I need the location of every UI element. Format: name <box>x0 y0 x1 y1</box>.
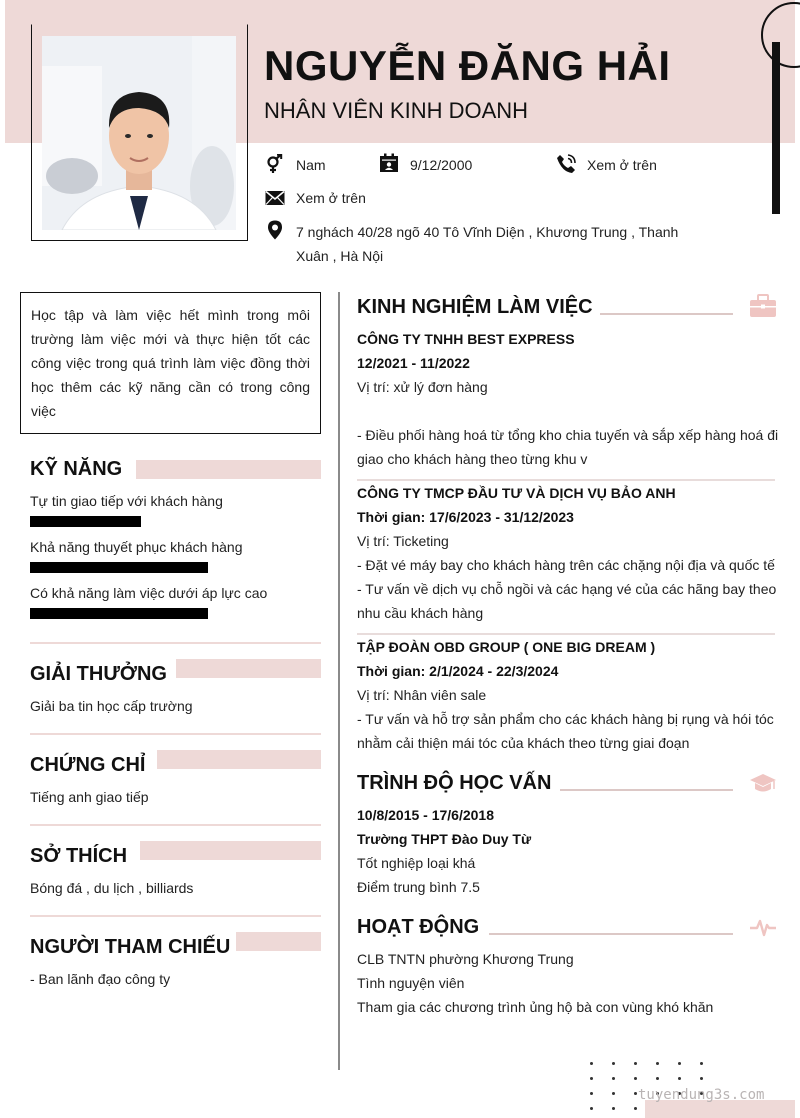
section-divider <box>30 824 321 826</box>
skill-label: Khả năng thuyết phục khách hàng <box>30 539 243 555</box>
decorative-dot <box>590 1077 593 1080</box>
job-description: - Điều phối hàng hoá từ tổng kho chia tuyến và sắp xếp hàng hoá đi <box>357 427 779 443</box>
decorative-dot <box>700 1077 703 1080</box>
section-divider <box>30 915 321 917</box>
skill-label: Có khả năng làm việc dưới áp lực cao <box>30 585 268 601</box>
activities-title: HOẠT ĐỘNG <box>357 916 480 938</box>
hobbies-title: SỞ THÍCH <box>30 845 128 867</box>
candidate-name: NGUYỄN ĐĂNG HẢI <box>264 42 671 89</box>
job-title: NHÂN VIÊN KINH DOANH <box>264 98 529 123</box>
decorative-dot <box>678 1077 681 1080</box>
column-divider <box>338 292 340 1070</box>
career-objective: Học tập và làm việc hết mình trong môi trường làm việc mới và thực hiện tốt các công việc trong quá trình làm việc đồng thời học thêm các kỹ năng cần có trong công việc <box>20 292 321 434</box>
skill-level-bar <box>30 516 141 527</box>
section-divider <box>30 733 321 735</box>
education-result: Tốt nghiệp loại khá <box>357 855 476 871</box>
education-period: 10/8/2015 - 17/6/2018 <box>357 807 495 823</box>
job-description: nhằm cải thiện mái tóc của khách theo từng giai đoạn <box>357 735 690 751</box>
decorative-dot <box>700 1062 703 1065</box>
job-period: Thời gian: 2/1/2024 - 22/3/2024 <box>357 663 559 679</box>
experience-title-line <box>600 313 733 315</box>
decorative-dot <box>656 1062 659 1065</box>
job-description: - Đặt vé máy bay cho khách hàng trên các chặng nội địa và quốc tế <box>357 557 775 573</box>
address <box>296 220 696 268</box>
briefcase-icon <box>749 294 777 318</box>
skill-label: Tự tin giao tiếp với khách hàng <box>30 493 223 509</box>
education-school: Trường THPT Đào Duy Từ <box>357 831 532 847</box>
watermark: tuyendung3s.com <box>638 1087 765 1103</box>
decorative-dot <box>656 1077 659 1080</box>
education-score: Điểm trung bình 7.5 <box>357 879 480 895</box>
job-period: 12/2021 - 11/2022 <box>357 355 470 371</box>
decorative-dot <box>590 1062 593 1065</box>
certificates-text: Tiếng anh giao tiếp <box>30 789 149 805</box>
job-company: CÔNG TY TNHH BEST EXPRESS <box>357 331 575 347</box>
mail-icon <box>265 188 285 208</box>
decorative-dot <box>634 1077 637 1080</box>
activity-org: CLB TNTN phường Khương Trung <box>357 951 574 967</box>
phone-icon <box>556 154 576 174</box>
job-position: Vị trí: xử lý đơn hàng <box>357 379 488 395</box>
awards-title: GIẢI THƯỞNG <box>30 663 167 685</box>
job-description: - Tư vấn về dịch vụ chỗ ngồi và các hạng vé của các hãng bay theo <box>357 581 777 597</box>
address-line-2: Xuân , Hà Nội <box>296 248 384 264</box>
certificates-title: CHỨNG CHỈ <box>30 754 146 776</box>
decorative-dot <box>612 1077 615 1080</box>
references-text: - Ban lãnh đạo công ty <box>30 971 171 987</box>
activity-description: Tham gia các chương trình ủng hộ bà con vùng khó khăn <box>357 999 714 1015</box>
hobbies-title-bar <box>140 841 321 860</box>
activity-role: Tình nguyện viên <box>357 975 465 991</box>
calendar-icon <box>379 153 399 173</box>
job-position: Vị trí: Ticketing <box>357 533 449 549</box>
gender-value: Nam <box>296 157 326 173</box>
decorative-dot <box>678 1062 681 1065</box>
job-company: CÔNG TY TMCP ĐẦU TƯ VÀ DỊCH VỤ BẢO ANH <box>357 485 676 501</box>
job-description: - Tư vấn và hỗ trợ sản phẩm cho các khách hàng bị rụng và hói tóc <box>357 711 774 727</box>
awards-title-bar <box>176 659 321 678</box>
hobbies-text: Bóng đá , du lịch , billiards <box>30 880 194 896</box>
decorative-dot <box>634 1107 637 1110</box>
location-icon <box>265 220 285 240</box>
graduation-cap-icon <box>749 772 777 796</box>
decorative-dot <box>634 1092 637 1095</box>
pulse-icon <box>749 916 777 940</box>
job-company: TẬP ĐOÀN OBD GROUP ( ONE BIG DREAM ) <box>357 639 656 655</box>
skills-title: KỸ NĂNG <box>30 458 123 480</box>
education-title: TRÌNH ĐỘ HỌC VẤN <box>357 772 552 794</box>
references-title: NGƯỜI THAM CHIẾU <box>30 936 231 958</box>
skills-title-bar <box>136 460 321 479</box>
experience-title: KINH NGHIỆM LÀM VIỆC <box>357 296 593 318</box>
decorative-dot <box>590 1092 593 1095</box>
phone-value: Xem ở trên <box>587 157 657 173</box>
profile-photo <box>42 36 236 230</box>
decorative-dot <box>612 1107 615 1110</box>
section-divider <box>30 642 321 644</box>
decorative-dot <box>612 1062 615 1065</box>
job-divider <box>357 633 775 635</box>
skill-level-bar <box>30 562 208 573</box>
job-description: giao cho khách hàng theo từng khu v <box>357 451 588 467</box>
activities-title-line <box>489 933 733 935</box>
job-description: nhu cầu khách hàng <box>357 605 484 621</box>
gender-icon <box>264 154 284 174</box>
decorative-dot <box>590 1107 593 1110</box>
skill-level-bar <box>30 608 208 619</box>
birthday-value: 9/12/2000 <box>410 157 473 173</box>
job-position: Vị trí: Nhân viên sale <box>357 687 487 703</box>
awards-text: Giải ba tin học cấp trường <box>30 698 193 714</box>
education-title-line <box>560 789 733 791</box>
address-line-1: 7 nghách 40/28 ngõ 40 Tô Vĩnh Diện , Khương Trung , Thanh <box>296 224 679 240</box>
job-divider <box>357 479 775 481</box>
decorative-bar <box>772 42 780 214</box>
email-value: Xem ở trên <box>296 190 366 206</box>
decorative-dot <box>612 1092 615 1095</box>
references-title-bar <box>236 932 321 951</box>
certificates-title-bar <box>157 750 321 769</box>
decorative-dot <box>634 1062 637 1065</box>
job-period: Thời gian: 17/6/2023 - 31/12/2023 <box>357 509 574 525</box>
